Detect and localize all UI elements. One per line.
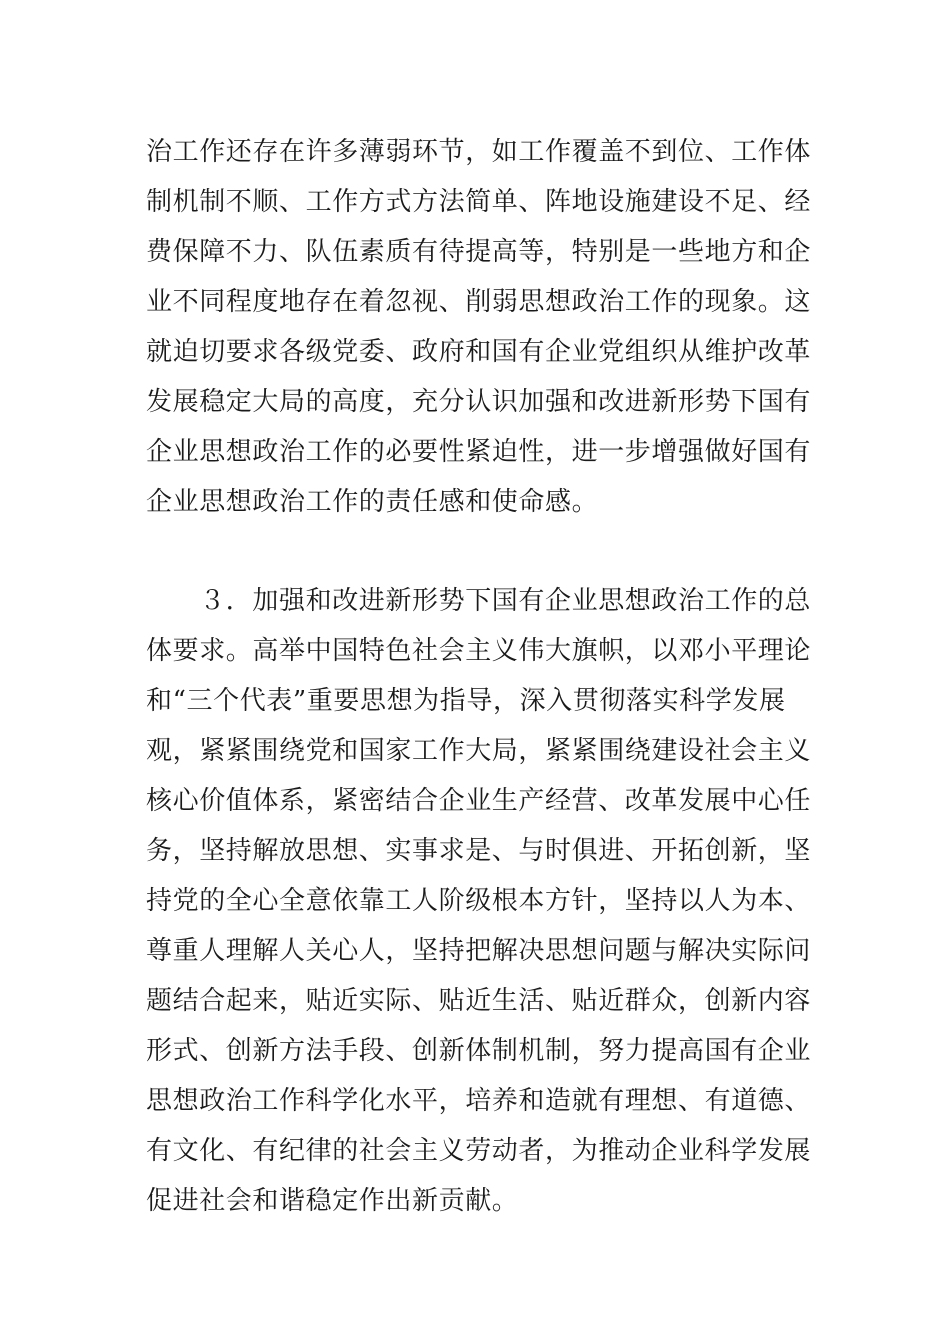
text-line: 题结合起来，贴近实际、贴近生活、贴近群众，创新内容 bbox=[146, 986, 812, 1016]
text-line: 持党的全心全意依靠工人阶级根本方针，坚持以人为本、 bbox=[146, 886, 812, 916]
text-line: 形式、创新方法手段、创新体制机制，努力提高国有企业 bbox=[146, 1036, 812, 1066]
text-line: 费保障不力、队伍素质有待提高等，特别是一些地方和企 bbox=[146, 237, 812, 267]
text-line: 务，坚持解放思想、实事求是、与时俱进、开拓创新，坚 bbox=[146, 836, 812, 866]
text-line: 就迫切要求各级党委、政府和国有企业党组织从维护改革 bbox=[146, 337, 812, 367]
text-line: ３．加强和改进新形势下国有企业思想政治工作的总 bbox=[146, 586, 812, 616]
paragraph-section-3 bbox=[146, 576, 812, 1226]
text-line: 观，紧紧围绕党和国家工作大局，紧紧围绕建设社会主义 bbox=[146, 736, 812, 766]
text-line: 核心价值体系，紧密结合企业生产经营、改革发展中心任 bbox=[146, 786, 812, 816]
text-line: 尊重人理解人关心人，坚持把解决思想问题与解决实际问 bbox=[146, 936, 812, 966]
text-line: 促进社会和谐稳定作出新贡献。 bbox=[146, 1186, 519, 1216]
text-line: 有文化、有纪律的社会主义劳动者，为推动企业科学发展 bbox=[146, 1136, 812, 1166]
text-line: 业不同程度地存在着忽视、削弱思想政治工作的现象。这 bbox=[146, 287, 812, 317]
text-line: 发展稳定大局的高度，充分认识加强和改进新形势下国有 bbox=[146, 387, 812, 417]
text-line: 治工作还存在许多薄弱环节，如工作覆盖不到位、工作体 bbox=[146, 137, 812, 167]
text-line: 和“三个代表”重要思想为指导，深入贯彻落实科学发展 bbox=[146, 686, 786, 716]
text-line: 企业思想政治工作的责任感和使命感。 bbox=[146, 487, 599, 517]
text-line: 体要求。高举中国特色社会主义伟大旗帜，以邓小平理论 bbox=[146, 636, 812, 666]
text-line: 制机制不顺、工作方式方法简单、阵地设施建设不足、经 bbox=[146, 187, 812, 217]
text-line: 思想政治工作科学化水平，培养和造就有理想、有道德、 bbox=[146, 1086, 812, 1116]
paragraph-continuation bbox=[146, 127, 812, 527]
text-line: 企业思想政治工作的必要性紧迫性，进一步增强做好国有 bbox=[146, 437, 812, 467]
